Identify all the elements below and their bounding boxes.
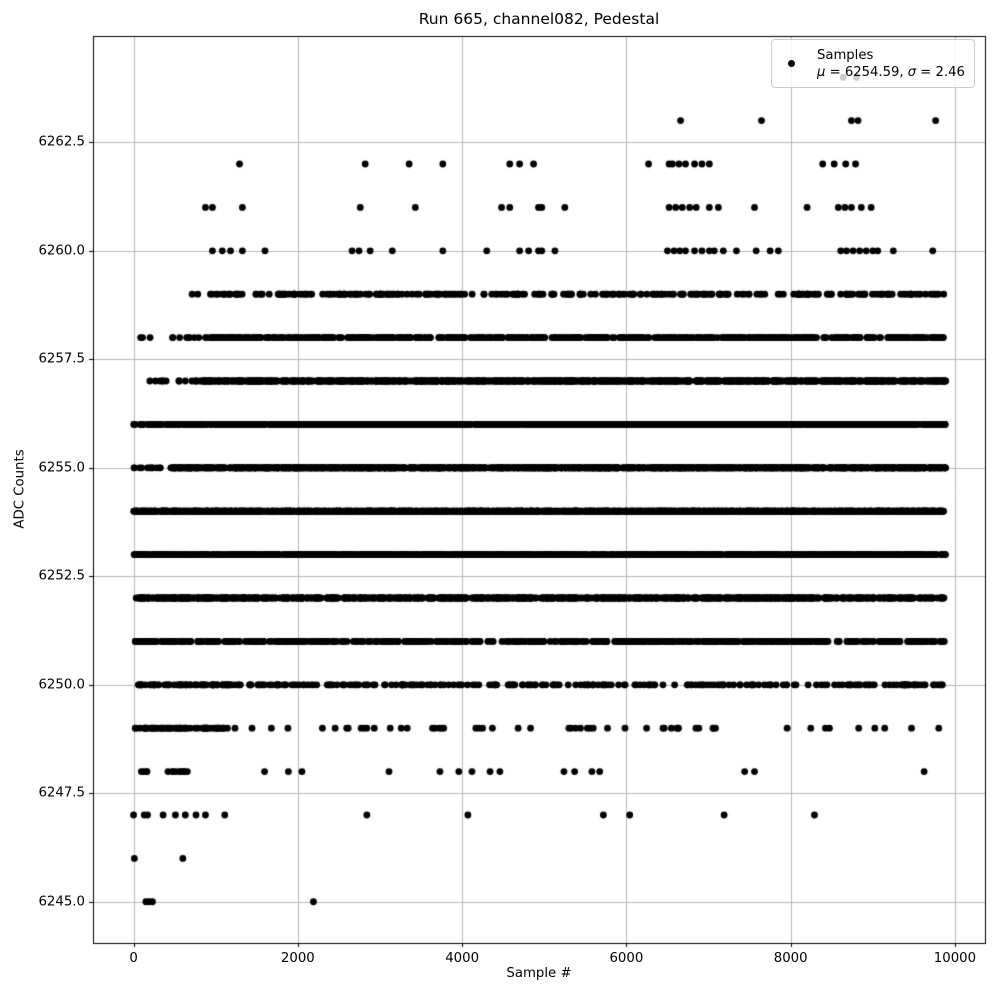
y-axis-label: ADC Counts [12, 449, 28, 529]
y-tick-label: 6255.0 [38, 460, 85, 476]
y-tick-label: 6250.0 [38, 677, 85, 693]
chart-title: Run 665, channel082, Pedestal [418, 10, 660, 28]
mu-symbol: μ [817, 64, 826, 80]
sigma-symbol: σ [907, 64, 917, 80]
legend-stats [817, 64, 965, 81]
y-tick-label: 6252.5 [38, 568, 85, 584]
y-tick-label: 6260.0 [38, 243, 85, 259]
x-axis-label: Sample # [506, 966, 572, 981]
mu-value: = 6254.59, [825, 64, 908, 80]
x-tick-label: 8000 [773, 951, 808, 966]
x-tick-label: 10000 [933, 951, 977, 966]
y-tick-label: 6247.5 [38, 785, 85, 801]
y-tick-label: 6257.5 [38, 351, 85, 367]
sigma-value: = 2.46 [916, 64, 965, 80]
y-tick-label: 6262.5 [38, 134, 85, 150]
scatter-marker-icon [788, 60, 795, 67]
legend-text [817, 47, 965, 81]
legend [771, 39, 975, 88]
x-tick-label: 6000 [609, 951, 644, 966]
x-tick-label: 4000 [445, 951, 480, 966]
x-tick-label: 0 [129, 951, 138, 966]
y-tick-label: 6245.0 [38, 894, 85, 910]
legend-series-label: Samples [817, 47, 874, 63]
x-tick-label: 2000 [280, 951, 315, 966]
